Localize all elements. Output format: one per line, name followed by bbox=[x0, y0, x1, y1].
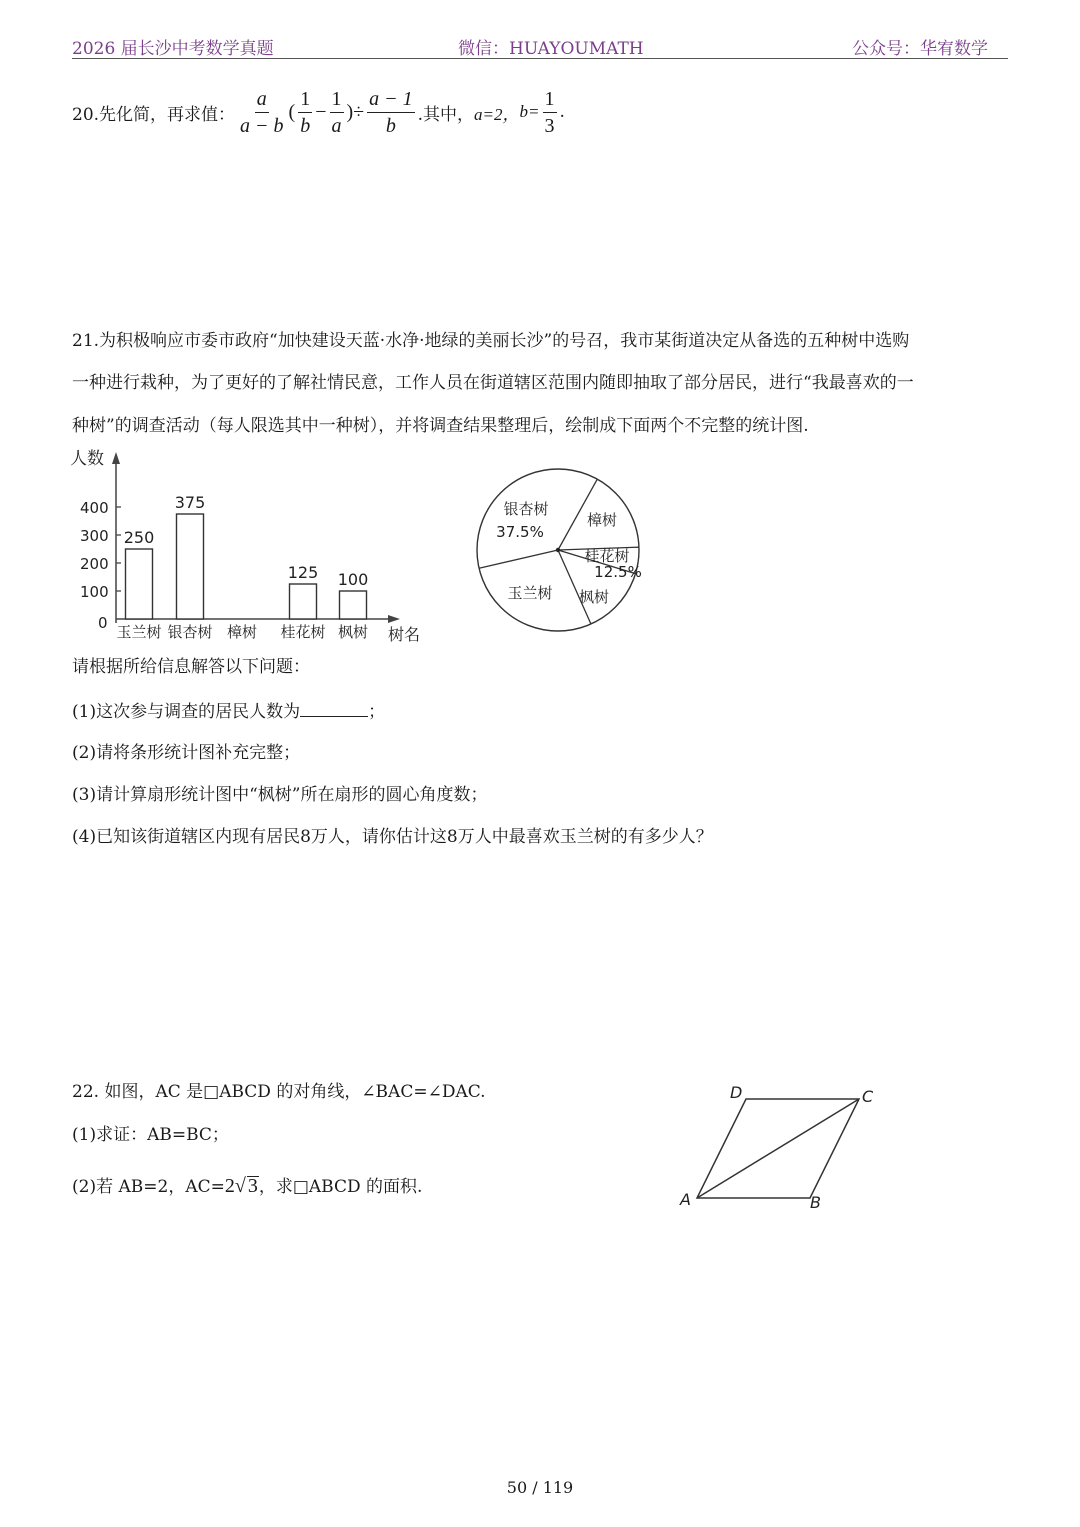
x-category-label: 银杏树 bbox=[167, 623, 213, 641]
minus-sign: − bbox=[315, 100, 327, 123]
paren-close-divide: )÷ bbox=[346, 100, 365, 123]
pie-slice-label: 樟树 bbox=[586, 511, 618, 529]
fraction-a-over-a-minus-b bbox=[238, 88, 286, 137]
bar bbox=[126, 549, 153, 619]
frac-num: 1 bbox=[330, 88, 344, 113]
q21-line2: 一种进行栽种，为了更好的了解社情民意，工作人员在街道辖区范围内随即抽取了部分居民，进行“我最喜欢的一 bbox=[72, 373, 914, 393]
x-category-label: 玉兰树 bbox=[116, 623, 162, 641]
fraction-1-over-3 bbox=[543, 88, 557, 137]
q22-part1: (1)求证：AB=BC； bbox=[72, 1125, 229, 1145]
sqrt-coefficient: 2 bbox=[224, 1175, 235, 1197]
x-category-label: 枫树 bbox=[337, 623, 369, 641]
q21-intro: 请根据所给信息解答以下问题： bbox=[72, 657, 310, 677]
vertex-label-b: B bbox=[810, 1193, 821, 1212]
q21-part1-end: ； bbox=[368, 702, 386, 722]
y-axis-title: 人数 bbox=[70, 449, 104, 469]
x-category-label: 樟树 bbox=[226, 623, 258, 641]
bar-value-label: 375 bbox=[174, 493, 206, 512]
q20-a-value: a=2， bbox=[474, 104, 520, 124]
q21-part4: (4)已知该街道辖区内现有居民8万人，请你估计这8万人中最喜欢玉兰树的有多少人？ bbox=[72, 827, 713, 847]
q21-part1 bbox=[72, 700, 385, 722]
pie-center-dot bbox=[556, 548, 560, 552]
frac-num: a − 1 bbox=[367, 88, 415, 113]
header-right: 公众号：华宥数学 bbox=[852, 39, 988, 59]
x-category-label: 桂花树 bbox=[280, 623, 326, 641]
pie-slice-percent: 12.5% bbox=[594, 563, 642, 581]
page-number: 50 / 119 bbox=[506, 1478, 574, 1497]
bar-chart-axes bbox=[70, 449, 420, 644]
header-left: 2026 届长沙中考数学真题 bbox=[72, 39, 274, 59]
paren-open: ( bbox=[288, 100, 296, 123]
pie-slice-label: 桂花树 bbox=[584, 547, 630, 565]
frac-num: a bbox=[255, 88, 269, 113]
q20-end: . bbox=[559, 102, 565, 122]
frac-den: a − b bbox=[240, 114, 284, 137]
fraction-1-over-a bbox=[330, 88, 344, 137]
q22-part2-text: (2)若 AB=2，AC= bbox=[72, 1177, 225, 1197]
q21-part2: (2)请将条形统计图补充完整； bbox=[72, 743, 301, 763]
frac-den: 3 bbox=[544, 114, 555, 137]
pie-chart bbox=[470, 462, 660, 642]
y-tick-label: 300 bbox=[80, 527, 109, 545]
y-axis-arrow-icon bbox=[112, 452, 120, 464]
frac-num: 1 bbox=[298, 88, 312, 113]
bar bbox=[290, 584, 317, 619]
bar-chart bbox=[60, 440, 440, 650]
bar-value-label: 250 bbox=[123, 528, 155, 547]
y-tick-label: 400 bbox=[80, 499, 109, 517]
x-axis-title: 树名 bbox=[388, 625, 421, 644]
bar bbox=[340, 591, 367, 619]
bar-chart-yticks bbox=[80, 499, 121, 632]
vertex-label-c: C bbox=[862, 1087, 874, 1106]
pie-slice-percent: 37.5% bbox=[496, 523, 544, 541]
pie-slice-label: 玉兰树 bbox=[507, 584, 553, 602]
fraction-1-over-b bbox=[298, 88, 312, 137]
parallelogram-figure bbox=[670, 1078, 890, 1218]
sqrt-radicand: 3 bbox=[247, 1175, 258, 1197]
sqrt-sign: √ bbox=[234, 1175, 246, 1197]
pie-slice-label: 枫树 bbox=[578, 588, 610, 606]
q21-part3: (3)请计算扇形统计图中“枫树”所在扇形的圆心角度数； bbox=[72, 785, 488, 805]
frac-den: b bbox=[300, 114, 311, 137]
y-tick-label: 200 bbox=[80, 555, 109, 573]
header-center: 微信：HUAYOUMATH bbox=[458, 39, 644, 59]
y-tick-label: 0 bbox=[98, 614, 108, 632]
q20-tail: .其中， bbox=[417, 104, 475, 125]
q22-part2 bbox=[72, 1176, 422, 1197]
header-divider bbox=[72, 58, 1008, 59]
q20-expression bbox=[72, 84, 565, 140]
answer-blank bbox=[300, 700, 368, 717]
q20-b-equals: b= bbox=[519, 102, 540, 121]
frac-den: a bbox=[331, 114, 342, 137]
vertex-label-a: A bbox=[680, 1190, 691, 1209]
bar bbox=[177, 514, 204, 619]
q22-stem: 22. 如图，AC 是□ABCD 的对角线，∠BAC=∠DAC. bbox=[72, 1082, 486, 1102]
frac-num: 1 bbox=[543, 88, 557, 113]
q21-line1: 21.为积极响应市委市政府“加快建设天蓝·水净·地绿的美丽长沙”的号召，我市某街道决定从备选的五种树中选购 bbox=[72, 331, 910, 351]
vertex-label-d: D bbox=[730, 1083, 743, 1102]
q21-line3: 种树”的调查活动（每人限选其中一种树），并将调查结果整理后，绘制成下面两个不完整的统计图. bbox=[72, 416, 809, 436]
pie-slice-label: 银杏树 bbox=[503, 500, 549, 518]
q20-lead: 20.先化简，再求值： bbox=[72, 104, 236, 125]
frac-den: b bbox=[385, 114, 396, 137]
bar-value-label: 100 bbox=[337, 570, 369, 589]
fraction-a-minus-1-over-b bbox=[367, 88, 415, 137]
q22-part2-end: ，求□ABCD 的面积. bbox=[258, 1177, 423, 1197]
x-axis-arrow-icon bbox=[388, 615, 400, 623]
q21-part1-text: (1)这次参与调查的居民人数为 bbox=[72, 702, 301, 722]
y-tick-label: 100 bbox=[80, 583, 109, 601]
bar-value-label: 125 bbox=[287, 563, 319, 582]
